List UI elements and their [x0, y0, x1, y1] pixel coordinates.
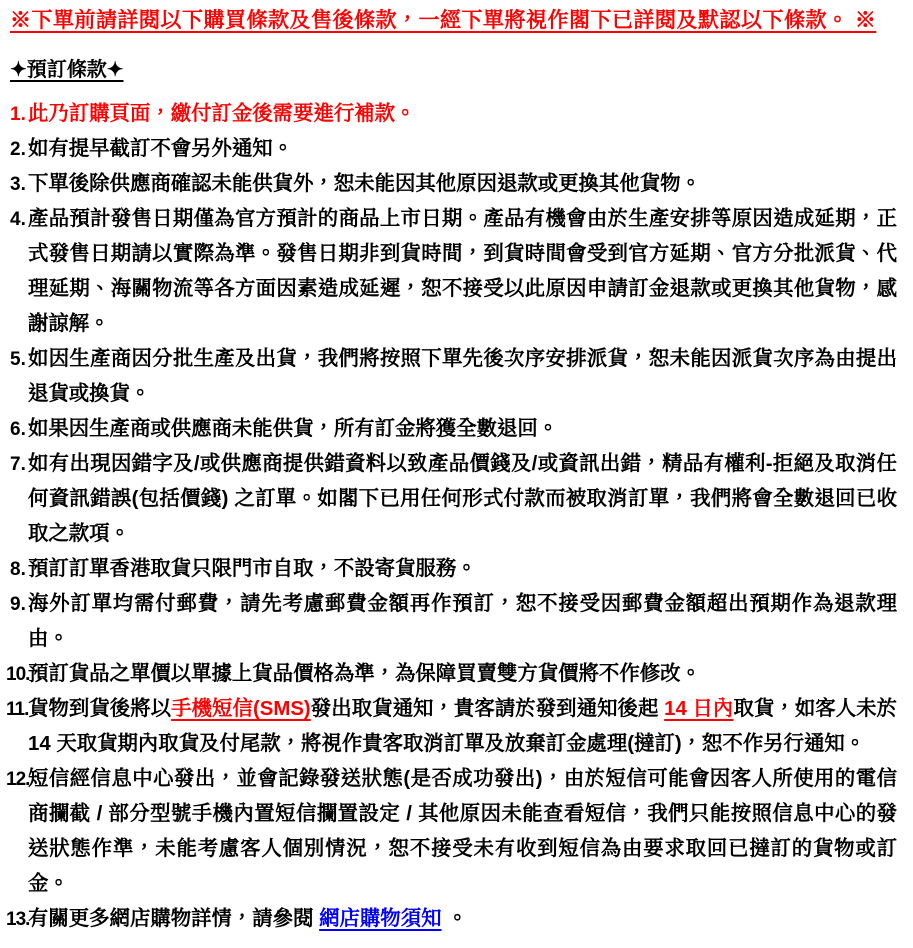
terms-list: [6, 97, 898, 937]
terms-text: 如有提早截訂不會另外通知。: [28, 138, 294, 160]
terms-item-number: 13.: [6, 909, 30, 930]
terms-item: [10, 167, 897, 202]
terms-item-number: 1.: [10, 104, 26, 125]
terms-item: [10, 412, 897, 447]
terms-text: 預訂貨品之單價以單據上貨品價格為準，為保障買賣雙方貨價將不作修改。: [28, 663, 701, 685]
terms-text: 下單後除供應商確認未能供貨外，恕未能因其他原因退款或更換其他貨物。: [28, 173, 701, 195]
terms-item-number: 9.: [10, 594, 26, 615]
terms-text: 短信經信息中心發出，並會記錄發送狀態(是否成功發出)，由於短信可能會因客人所使用的電信商攔截 / 部分型號手機內置短信攔置設定 / 其他原因未能查看短信，我們只能按照信息中心的發送狀態作準，未能考慮客人個別情況，恕不接受未有收到短信為由要求取回已撻訂的貨物或訂金。: [28, 768, 897, 895]
terms-item: [10, 97, 897, 132]
terms-text: 。: [441, 908, 468, 930]
terms-text: 如有出現因錯字及/或供應商提供錯資料以致產品價錢及/或資訊出錯，精品有權利-拒絕及取消任何資訊錯誤(包括價錢) 之訂單。如閣下已用任何形式付款而被取消訂單，我們將會全數退回已收取之款項。: [28, 453, 897, 545]
highlighted-text: 手機短信(SMS): [171, 698, 311, 720]
store-shopping-guide-link[interactable]: 網店購物須知: [319, 908, 442, 930]
terms-item: [10, 552, 897, 587]
purchase-notice-banner: ※下單前請詳閱以下購買條款及售後條款，一經下單將視作閣下已詳閱及默認以下條款。 ※: [10, 9, 877, 32]
terms-text: 如果因生產商或供應商未能供貨，所有訂金將獲全數退回。: [28, 418, 559, 440]
terms-item: [10, 587, 897, 657]
terms-item-number: 4.: [10, 209, 26, 230]
terms-item: [6, 692, 898, 762]
terms-item-number: 6.: [10, 419, 26, 440]
terms-item-number: 8.: [10, 559, 26, 580]
terms-item-number: 11.: [6, 699, 29, 720]
terms-item: [10, 132, 897, 167]
terms-text: 有關更多網店購物詳情，請參閱: [28, 908, 320, 930]
terms-text: 貨物到貨後將以: [28, 698, 172, 720]
terms-item: [10, 447, 897, 552]
highlighted-text: 14 日內: [664, 698, 734, 720]
terms-text: 發出取貨通知，貴客請於發到通知後起: [310, 698, 665, 720]
terms-item: [6, 762, 897, 902]
terms-text: 取貨，如客人未於 14 天取貨期內取貨及付尾款，將視作貴客取消訂單及放棄訂金處理(撻訂)，恕不作另行通知。: [28, 698, 898, 755]
terms-text: 此乃訂購頁面，繳付訂金後需要進行補款。: [28, 103, 416, 125]
terms-item: [10, 342, 897, 412]
terms-text: 產品預計發售日期僅為官方預計的商品上市日期。產品有機會由於生產安排等原因造成延期，正式發售日期請以實際為準。發售日期非到貨時間，到貨時間會受到官方延期、官方分批派貨、代理延期、海關物流等各方面因素造成延遲，恕不接受以此原因申請訂金退款或更換其他貨物，感謝諒解。: [28, 208, 897, 335]
terms-item-number: 2.: [10, 139, 26, 160]
section-title-preorder-terms: ✦預訂條款✦: [10, 59, 124, 81]
terms-item-number: 3.: [10, 174, 26, 195]
terms-text: 海外訂單均需付郵費，請先考慮郵費金額再作預訂，恕不接受因郵費金額超出預期作為退款理由。: [28, 593, 897, 650]
terms-item: [6, 657, 897, 692]
terms-item-number: 5.: [10, 349, 26, 370]
terms-item: [10, 202, 897, 342]
terms-item-number: 12.: [6, 769, 30, 790]
terms-item-number: 10.: [6, 664, 30, 685]
terms-item: [6, 902, 897, 937]
terms-text: 預訂訂單香港取貨只限門市自取，不設寄貨服務。: [28, 558, 477, 580]
terms-text: 如因生產商因分批生產及出貨，我們將按照下單先後次序安排派貨，恕未能因派貨次序為由提出退貨或換貨。: [28, 348, 897, 405]
terms-item-number: 7.: [10, 454, 26, 475]
